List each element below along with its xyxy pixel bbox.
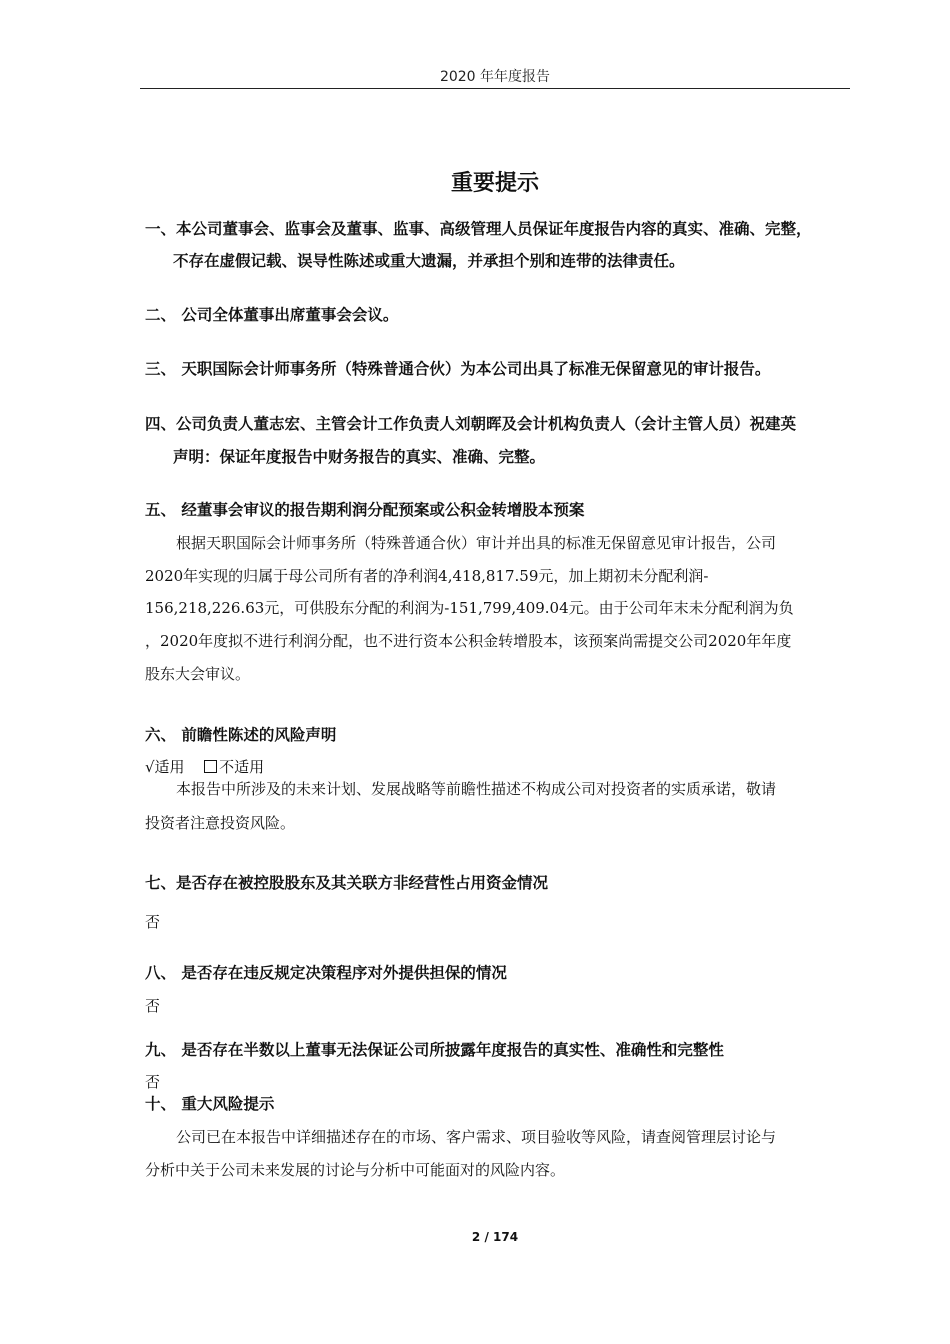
section-4-line-2: 声明：保证年度报告中财务报告的真实、准确、完整。 [173,448,546,466]
header-divider [140,88,850,89]
section-9-heading: 九、 是否存在半数以上董事无法保证公司所披露年度报告的真实性、准确性和完整性 [145,1041,724,1059]
section-5-line-2: 2020年实现的归属于母公司所有者的净利润4,418,817.59元，加上期初未分配利润- [145,567,709,585]
section-8-answer: 否 [145,997,161,1015]
section-5-line-3: 156,218,226.63元，可供股东分配的利润为-151,799,409.04元。由于公司年末未分配利润为负 [145,599,794,617]
page-number: 2 / 174 [471,1230,519,1244]
section-2: 二、 公司全体董事出席董事会会议。 [145,306,399,324]
section-7-heading: 七、是否存在被控股股东及其关联方非经营性占用资金情况 [145,874,549,892]
section-10-line-1: 公司已在本报告中详细描述存在的市场、客户需求、项目验收等风险，请查阅管理层讨论与 [176,1128,777,1146]
section-5-line-4: ，2020年度拟不进行利润分配，也不进行资本公积金转增股本，该预案尚需提交公司2020年年度 [145,632,792,650]
section-10-line-2: 分析中关于公司未来发展的讨论与分析中可能面对的风险内容。 [145,1161,566,1179]
section-5-line-5: 股东大会审议。 [145,665,251,683]
section-3: 三、 天职国际会计师事务所（特殊普通合伙）为本公司出具了标准无保留意见的审计报告。 [145,360,771,378]
checkbox-icon [204,760,217,773]
section-4-line-1: 四、公司负责人董志宏、主管会计工作负责人刘朝晖及会计机构负责人（会计主管人员）祝建英 [145,415,797,433]
page-title: 重要提示 [450,171,539,196]
running-header: 2020 年年度报告 [439,69,551,85]
applicability-row [145,757,264,777]
section-7-answer: 否 [145,913,161,931]
applicable-option: √适用 [145,758,185,776]
section-8-heading: 八、 是否存在违反规定决策程序对外提供担保的情况 [145,964,507,982]
section-10-heading: 十、 重大风险提示 [145,1095,275,1113]
section-1-line-1: 一、本公司董事会、监事会及董事、监事、高级管理人员保证年度报告内容的真实、准确、完整， [145,220,812,238]
section-9-answer: 否 [145,1073,161,1091]
section-6-line-2: 投资者注意投资风险。 [145,814,296,832]
section-5-heading: 五、 经董事会审议的报告期利润分配预案或公积金转增股本预案 [145,501,585,519]
section-5-line-1: 根据天职国际会计师事务所（特殊普通合伙）审计并出具的标准无保留意见审计报告，公司 [176,534,777,552]
not-applicable-option: 不适用 [219,758,265,776]
section-6-heading: 六、 前瞻性陈述的风险声明 [145,726,337,744]
section-1-line-2: 不存在虚假记载、误导性陈述或重大遗漏，并承担个别和连带的法律责任。 [173,252,685,270]
section-6-line-1: 本报告中所涉及的未来计划、发展战略等前瞻性描述不构成公司对投资者的实质承诺，敬请 [176,780,777,798]
